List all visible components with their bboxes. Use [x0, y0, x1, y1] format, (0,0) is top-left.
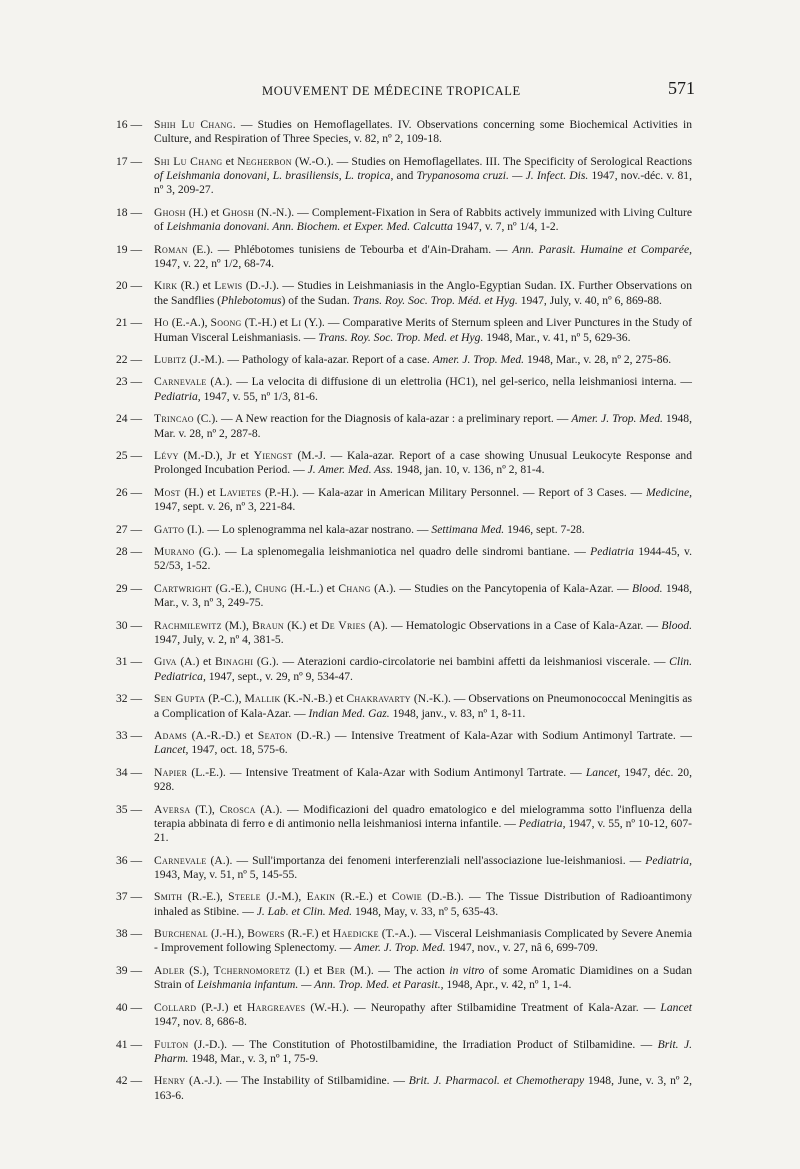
author-name: Shi Lu Chang	[154, 154, 223, 168]
reference-text	[154, 155, 692, 198]
text-segment: 1948, Mar., v. 41, nº 5, 629-36.	[483, 330, 631, 344]
text-segment: 1948, Mar., v. 3, nº 3, 249-75.	[154, 581, 693, 610]
author-name: Henry	[154, 1074, 186, 1088]
reference-text	[154, 523, 692, 537]
author-name: Eakin	[306, 890, 336, 904]
text-segment: 1947, v. 22, nº 1/2, 68-74.	[154, 256, 275, 270]
reference-number: 19 —	[116, 242, 143, 256]
text-segment: (R.-E.),	[182, 890, 229, 904]
reference-number: 39 —	[116, 963, 143, 977]
text-segment: 1947, oct. 18, 575-6.	[188, 743, 288, 757]
page-number: 571	[668, 78, 695, 98]
reference-entry	[116, 766, 692, 795]
text-segment: (C.). — A New reaction for the Diagnosis of kala-azar : a preliminary report. —	[193, 412, 572, 426]
reference-number: 28 —	[116, 545, 143, 559]
text-segment: (L.-E.). — Intensive Treatment of Kala-Azar with Sodium Antimonyl Tartrate. —	[187, 765, 586, 779]
text-segment: (E.-A.),	[168, 316, 211, 330]
author-name: Haedicke	[332, 927, 379, 941]
text-segment: 1947, nov., v. 27, nâ 6, 699-709.	[445, 941, 598, 955]
italic-text: Lancet,	[154, 743, 189, 757]
reference-text	[154, 316, 692, 345]
text-segment: 1948, Mar. v. 28, nº 2, 287-8.	[154, 412, 692, 440]
italic-text: Settimana Med.	[431, 522, 505, 536]
author-name: Shih Lu Chang	[154, 118, 233, 131]
text-segment: 1947, July, v. 40, nº 6, 869-88.	[517, 293, 662, 307]
reference-entry	[116, 582, 692, 611]
reference-text	[154, 486, 692, 515]
author-name: Cowie	[391, 890, 422, 904]
author-name: Binaghi	[215, 655, 254, 669]
text-segment: . — Studies on Hemoflagellates. IV. Observations concerning some Biochemical Activities in Culture, and Respiration of Three Species, v. 82, nº 2, 109-18.	[154, 118, 692, 146]
reference-number: 24 —	[116, 412, 143, 426]
reference-text	[154, 890, 692, 919]
text-segment: (M.-D.), Jr et	[178, 449, 254, 463]
reference-text	[154, 692, 692, 721]
text-segment: (A.-J.). — The Instability of Stilbamidine. —	[185, 1074, 409, 1088]
italic-text: Amer. J. Trop. Med.	[354, 941, 446, 955]
text-segment: et	[222, 154, 238, 168]
reference-number: 23 —	[116, 375, 143, 389]
reference-text	[154, 766, 692, 795]
author-name: Rachmilewitz	[154, 618, 222, 632]
author-name: Burchenal	[154, 927, 208, 941]
author-name: Smith	[154, 890, 183, 904]
italic-text: Trans. Roy. Soc. Trop. Med. et Hyg.	[318, 330, 484, 344]
italic-text: Phlebotomus	[220, 293, 282, 307]
italic-text: Amer. J. Trop. Med.	[571, 412, 663, 426]
reference-entry	[116, 206, 692, 235]
reference-entry	[116, 1001, 692, 1030]
reference-text	[154, 1074, 692, 1103]
text-segment: (T.),	[190, 802, 220, 816]
reference-list	[116, 118, 692, 1111]
text-segment: (M.),	[221, 618, 253, 632]
italic-text: Indian Med. Gaz.	[308, 706, 390, 720]
author-name: Soong	[210, 316, 242, 330]
reference-entry	[116, 486, 692, 515]
text-segment: (S.),	[184, 963, 214, 977]
italic-text: Pediatria	[590, 545, 634, 559]
text-segment: (P.-J.) et	[196, 1000, 247, 1014]
text-segment: 1948, Mar., v. 3, nº 1, 75-9.	[188, 1051, 319, 1065]
text-segment: 1943, May, v. 51, nº 5, 145-55.	[154, 867, 298, 881]
reference-number: 26 —	[116, 485, 143, 499]
text-segment: (A.). — Studies on the Pancytopenia of Kala-Azar. —	[370, 581, 632, 595]
author-name: Kirk	[154, 279, 178, 293]
text-segment: 1944-45, v. 52/53, 1-52.	[154, 545, 692, 573]
reference-number: 32 —	[116, 692, 143, 706]
reference-entry	[116, 1038, 692, 1067]
text-segment: (Y.). — Comparative Merits of Sternum spleen and Liver Punctures in the Study of Human Visceral Leishmaniasis. —	[154, 316, 692, 344]
italic-text: Trypanosoma cruzi. — J. Infect. Dis.	[416, 169, 589, 183]
reference-entry	[116, 412, 692, 441]
text-segment: 1947, July, v. 2, nº 4, 381-5.	[154, 632, 284, 646]
reference-entry	[116, 155, 692, 198]
text-segment: (M.-J. — Kala-azar. Report of a case showing Unusual Leukocyte Response and Prolonged Incubation Period. —	[154, 449, 692, 477]
text-segment: (G.). — Aterazioni cardio-circolatorie nei bambini affetti da leishmaniosi viscerale. —	[253, 655, 670, 669]
author-name: Chang	[338, 581, 371, 595]
italic-text: Blood.	[661, 618, 692, 632]
reference-text	[154, 1038, 692, 1067]
text-segment: (D.-R.) — Intensive Treatment of Kala-Azar with Sodium Antimonyl Tartrate. —	[292, 728, 692, 742]
reference-text	[154, 582, 692, 611]
text-segment: (I.). — Lo splenogramma nel kala-azar nostrano. —	[184, 522, 432, 536]
reference-number: 34 —	[116, 765, 143, 779]
reference-number: 18 —	[116, 205, 143, 219]
reference-text	[154, 206, 692, 235]
reference-entry	[116, 927, 692, 956]
reference-number: 37 —	[116, 890, 143, 904]
text-segment: (E.). — Phlébotomes tunisiens de Tebourba et d'Ain-Draham. —	[187, 242, 513, 256]
text-segment: (J.-M.),	[260, 890, 307, 904]
text-segment: (R.-E.) et	[335, 890, 392, 904]
text-segment: (J.-D.). — The Constitution of Photostilbamidine, the Irradiation Product of Stilbamidine. —	[188, 1037, 658, 1051]
text-segment: (J.-H.),	[208, 927, 248, 941]
italic-text: Brit. J. Pharm.	[154, 1037, 692, 1065]
reference-entry	[116, 655, 692, 684]
reference-text	[154, 243, 692, 272]
text-segment: (A.) et	[176, 655, 216, 669]
text-segment: (R.-F.) et	[284, 927, 333, 941]
reference-entry	[116, 692, 692, 721]
italic-text: Lancet	[660, 1000, 692, 1014]
reference-text	[154, 279, 692, 308]
author-name: Chakravarty	[346, 692, 411, 706]
reference-text	[154, 1001, 692, 1030]
italic-text: in vitro	[449, 963, 485, 977]
author-name: Tchernomoretz	[213, 963, 291, 977]
text-segment: (A.). — Modificazioni del quadro ematologico e del mielogramma sotto l'influenza della terapia abbinata di ferro e di antimonio nella leishmaniosi interna infantile. —	[154, 802, 692, 830]
author-name: Hargreaves	[246, 1000, 306, 1014]
reference-number: 17 —	[116, 154, 143, 168]
author-name: Lewis	[214, 279, 243, 293]
author-name: Yiengst	[253, 449, 293, 463]
reference-entry	[116, 964, 692, 993]
reference-number: 36 —	[116, 853, 143, 867]
text-segment: and	[393, 169, 417, 183]
author-name: Cartwright	[154, 581, 213, 595]
author-name: Lévy	[154, 449, 179, 463]
reference-number: 42 —	[116, 1074, 143, 1088]
italic-text: J. Amer. Med. Ass.	[307, 463, 394, 477]
reference-entry	[116, 353, 692, 367]
text-segment: 1947, v. 55, nº 1/3, 81-6.	[200, 389, 318, 403]
reference-entry	[116, 854, 692, 883]
author-name: Trincao	[154, 412, 194, 426]
author-name: Lavietes	[219, 485, 262, 499]
text-segment: (A.). — La velocita di diffusione di un elettrolia (HC1), nel gel-serico, nella leishmaniosi interna. —	[206, 375, 692, 389]
reference-number: 27 —	[116, 522, 143, 536]
reference-number: 21 —	[116, 316, 143, 330]
text-segment: (D.-B.). — The Tissue Distribution of Radioantimony inhaled as Stibine. —	[154, 890, 692, 918]
text-segment: 1948, jan. 10, v. 136, nº 2, 81-4.	[393, 463, 545, 477]
author-name: Collard	[154, 1000, 197, 1014]
text-segment: 1947, sept. v. 26, nº 3, 221-84.	[154, 500, 296, 514]
author-name: Murano	[154, 545, 195, 559]
author-name: Crosca	[219, 802, 256, 816]
text-segment: ) of the Sudan.	[281, 293, 353, 307]
page-header	[0, 78, 800, 104]
author-name: Napier	[154, 765, 188, 779]
reference-entry	[116, 1074, 692, 1103]
text-segment: (D.-J.). — Studies in Leishmaniasis in the Anglo-Egyptian Sudan. IX. Further Observations on the Sandflies (	[154, 279, 692, 307]
reference-entry	[116, 803, 692, 846]
text-segment: 1947, déc. 20, 928.	[154, 765, 692, 794]
reference-entry	[116, 279, 692, 308]
text-segment: (W.-O.). — Studies on Hemoflagellates. III. The Specificity of Serological Reactions	[291, 154, 692, 168]
text-segment: 1948, Apr., v. 42, nº 1, 1-4.	[443, 978, 572, 992]
text-segment: (T.-A.). — Visceral Leishmaniasis Complicated by Severe Anemia - Improvement following Splenectomy. —	[154, 927, 692, 955]
italic-text: Clin. Pediatrica,	[154, 655, 692, 683]
text-segment: (M.). — The action	[345, 963, 450, 977]
italic-text: Trans. Roy. Soc. Trop. Méd. et Hyg.	[352, 293, 518, 307]
text-segment: (W.-H.). — Neuropathy after Stilbamidine Treatment of Kala-Azar. —	[305, 1000, 661, 1014]
reference-text	[154, 449, 692, 478]
author-name: Seaton	[257, 728, 293, 742]
italic-text: Lancet,	[585, 765, 621, 779]
running-title: MOUVEMENT DE MÉDECINE TROPICALE	[262, 84, 521, 98]
text-segment: (N.-N.). — Complement-Fixation in Sera of Rabbits actively immunized with Living Culture of	[154, 205, 692, 234]
italic-text: of Leishmania donovani, L. brasiliensis, L. tropica,	[154, 169, 394, 183]
reference-number: 30 —	[116, 618, 143, 632]
text-segment: (H.-L.) et	[287, 581, 339, 595]
author-name: Negherbon	[237, 154, 292, 168]
text-segment: (R.) et	[177, 279, 215, 293]
reference-entry	[116, 316, 692, 345]
text-segment: (H.) et	[185, 205, 223, 219]
reference-entry	[116, 243, 692, 272]
italic-text: Leishmania infantum. — Ann. Trop. Med. et Parasit.,	[197, 978, 444, 992]
author-name: Chung	[254, 581, 288, 595]
reference-text	[154, 118, 692, 147]
italic-text: Blood.	[631, 581, 663, 595]
text-segment: 1946, sept. 7-28.	[504, 522, 585, 536]
text-segment: (K.-N.-B.) et	[280, 692, 347, 706]
text-segment: (P.-H.). — Kala-azar in American Military Personnel. — Report of 3 Cases. —	[261, 485, 646, 499]
reference-entry	[116, 523, 692, 537]
reference-entry	[116, 118, 692, 147]
text-segment: 1947, sept., v. 29, nº 9, 534-47.	[205, 669, 353, 683]
text-segment: (N.-K.). — Observations on Pneumonococcal Meningitis as a Complication of Kala-Azar. —	[154, 692, 692, 720]
text-segment: (I.) et	[290, 963, 327, 977]
author-name: Mallik	[244, 692, 281, 706]
reference-text	[154, 803, 692, 846]
text-segment: 1948, janv., v. 83, nº 1, 8-11.	[389, 706, 526, 720]
italic-text: Pediatria,	[645, 853, 692, 867]
reference-number: 22 —	[116, 352, 143, 366]
author-name: Aversa	[154, 802, 191, 816]
author-name: Most	[154, 485, 181, 499]
reference-entry	[116, 890, 692, 919]
italic-text: Amer. J. Trop. Med.	[432, 352, 525, 366]
reference-text	[154, 545, 692, 574]
text-segment: (T.-H.) et	[241, 316, 292, 330]
author-name: Giva	[154, 655, 177, 669]
reference-number: 35 —	[116, 802, 143, 816]
reference-text	[154, 412, 692, 441]
reference-text	[154, 375, 692, 404]
author-name: Ho	[154, 316, 169, 330]
reference-text	[154, 854, 692, 883]
reference-text	[154, 927, 692, 956]
italic-text: J. Lab. et Clin. Med.	[256, 904, 353, 918]
text-segment: (A). — Hematologic Observations in a Case of Kala-Azar. —	[365, 618, 662, 632]
reference-entry	[116, 619, 692, 648]
text-segment: 1947, v. 55, nº 10-12, 607-21.	[154, 816, 692, 845]
reference-text	[154, 353, 692, 367]
author-name: Carnevale	[154, 853, 207, 867]
reference-text	[154, 729, 692, 758]
reference-number: 16 —	[116, 118, 143, 131]
reference-text	[154, 655, 692, 684]
reference-number: 33 —	[116, 728, 143, 742]
text-segment: of some Aromatic Diamidines on a Sudan Strain of	[154, 963, 693, 992]
reference-text	[154, 619, 692, 648]
author-name: Sen Gupta	[154, 692, 206, 706]
text-segment: 1947, v. 7, nº 1/4, 1-2.	[452, 220, 559, 234]
author-name: De Vries	[321, 618, 366, 632]
reference-number: 38 —	[116, 927, 143, 941]
author-name: Braun	[252, 618, 284, 632]
italic-text: Medicine,	[645, 485, 692, 499]
text-segment: (G.). — La splenomegalia leishmaniotica nel quadro delle sindromi bantiane. —	[194, 545, 591, 559]
author-name: Bowers	[247, 927, 285, 941]
text-segment: (G.-E.),	[212, 581, 255, 595]
text-segment: (J.-M.). — Pathology of kala-azar. Report of a case.	[186, 352, 433, 366]
reference-entry	[116, 729, 692, 758]
author-name: Roman	[154, 242, 188, 256]
author-name: Lubitz	[154, 352, 187, 366]
reference-text	[154, 964, 692, 993]
author-name: Steele	[228, 890, 261, 904]
text-segment: 1948, June, v. 3, nº 2, 163-6.	[154, 1074, 692, 1102]
italic-text: Pediatria,	[154, 389, 201, 403]
author-name: Ghosh	[154, 205, 186, 219]
italic-text: Brit. J. Pharmacol. et Chemotherapy	[408, 1074, 585, 1088]
reference-number: 20 —	[116, 279, 143, 293]
text-segment: (A.-R.-D.) et	[187, 728, 258, 742]
text-segment: (P.-C.),	[205, 692, 245, 706]
author-name: Li	[291, 316, 302, 330]
author-name: Fulton	[154, 1037, 189, 1051]
reference-number: 25 —	[116, 449, 143, 463]
reference-number: 40 —	[116, 1000, 143, 1014]
author-name: Gatto	[154, 522, 185, 536]
author-name: Carnevale	[154, 375, 207, 389]
text-segment: 1947, nov. 8, 686-8.	[154, 1015, 247, 1029]
reference-entry	[116, 449, 692, 478]
italic-text: Leishmania donovani. Ann. Biochem. et Exper. Med. Calcutta	[166, 220, 453, 234]
text-segment: (A.). — Sull'importanza dei fenomeni interferenziali nell'associazione lue-leishmaniosi. —	[206, 853, 646, 867]
text-segment: (K.) et	[284, 618, 322, 632]
italic-text: Pediatria,	[518, 816, 566, 830]
text-segment: (H.) et	[180, 485, 220, 499]
text-segment: 1948, Mar., v. 28, nº 2, 275-86.	[524, 352, 672, 366]
author-name: Adler	[154, 963, 185, 977]
text-segment: 1947, nov.-déc. v. 81, nº 3, 209-27.	[154, 169, 692, 197]
author-name: Adams	[154, 728, 187, 742]
reference-number: 31 —	[116, 655, 143, 669]
reference-entry	[116, 545, 692, 574]
italic-text: Ann. Parasit. Humaine et Comparée,	[512, 242, 692, 256]
author-name: Ghosh	[222, 205, 254, 219]
reference-number: 29 —	[116, 581, 143, 595]
reference-entry	[116, 375, 692, 404]
reference-number: 41 —	[116, 1037, 143, 1051]
author-name: Ber	[326, 963, 346, 977]
text-segment: 1948, May, v. 33, nº 5, 635-43.	[352, 904, 499, 918]
